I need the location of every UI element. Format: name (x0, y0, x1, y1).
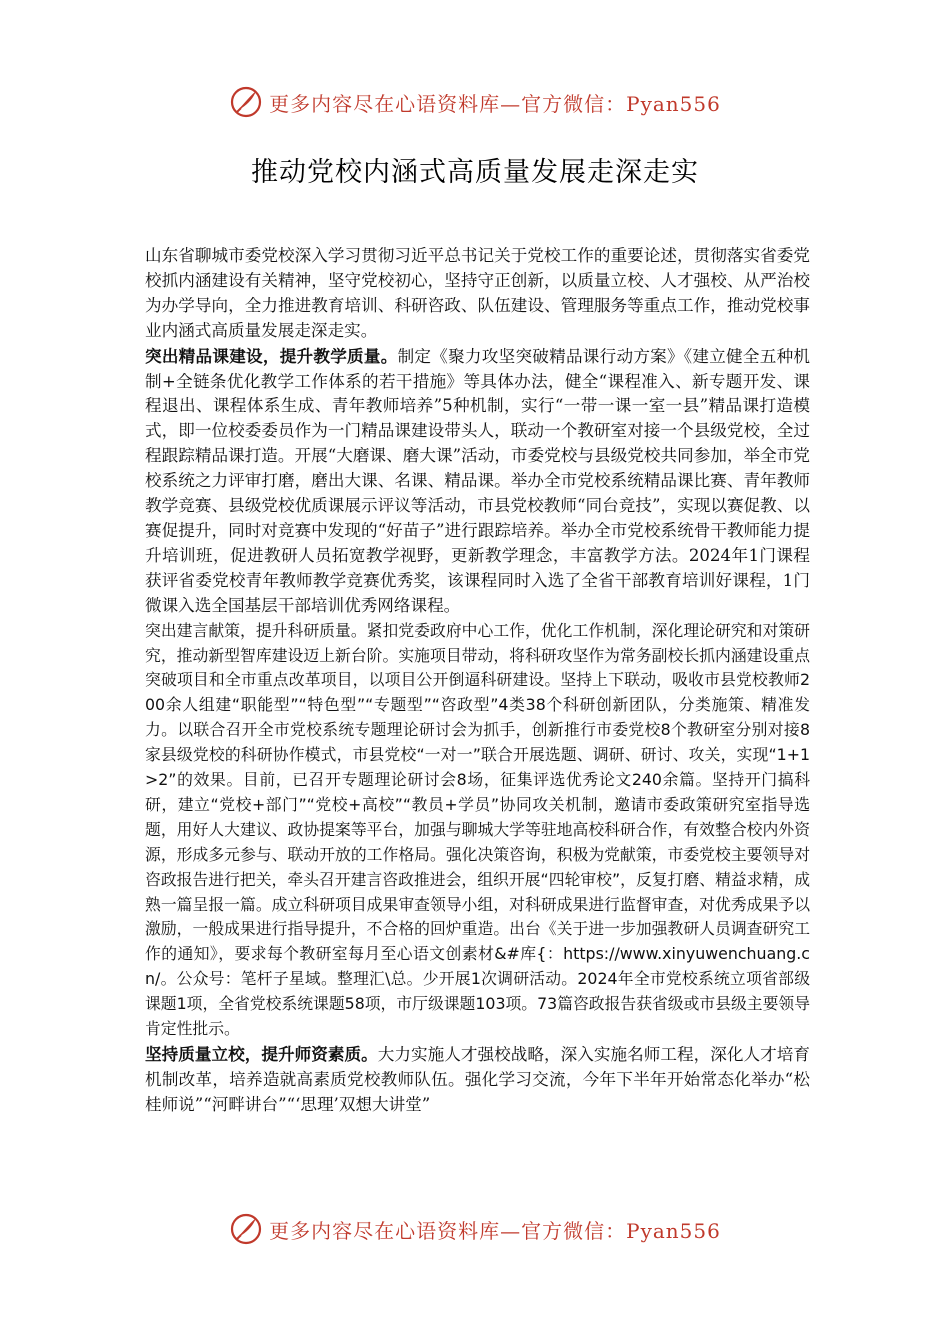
footer-watermark-banner (0, 1211, 950, 1247)
section-faculty-lead: 坚持质量立校，提升师资素质。 (145, 1044, 378, 1064)
footer-watermark-text: 更多内容尽在心语资料库—官方微信：Pyan556 (269, 1218, 721, 1243)
intro-paragraph: 山东省聊城市委党校深入学习贯彻习近平总书记关于党校工作的重要论述，贯彻落实省委党校抓内涵建设有关精神，坚守党校初心，坚持守正创新，以质量立校、人才强校、从严治校为办学导向，全力推进教育培训、科研咨政、队伍建设、管理服务等重点工作，推动党校事业内涵式高质量发展走深走实。 (145, 246, 810, 340)
section-research-lead: 突出建言献策，提升科研质量。 (145, 620, 367, 640)
header-watermark-text: 更多内容尽在心语资料库—官方微信：Pyan556 (269, 91, 721, 116)
quill-logo-icon (229, 1212, 263, 1246)
section-research-paragraph (145, 619, 810, 1042)
section-research-body: 紧扣党委政府中心工作，优化工作机制，深化理论研究和对策研究，推动新型智库建设迈上新台阶。实施项目带动，将科研攻坚作为常务副校长抓内涵建设重点突破项目和全市重点改革项目，以项目公开倒逼科研建设。坚持上下联动，吸收市县党校教师200余人组建“职能型”“特色型”“专题型”“咨政型”4类38个科研创新团队，分类施策、精准发力。以联合召开全市党校系统专题理论研讨会为抓手，创新推行市委党校8个教研室分别对接8家县级党校的科研协作模式，市县党校“一对一”联合开展选题、调研、研讨、攻关，实现“1+1>2”的效果。目前，已召开专题理论研讨会8场，征集评选优秀论文240余篇。坚持开门搞科研，建立“党校+部门”“党校+高校”“教员+学员”协同攻关机制，邀请市委政策研究室指导选题，用好人大建议、政协提案等平台，加强与聊城大学等驻地高校科研合作，有效整合校内外资源，形成多元参与、联动开放的工作格局。强化决策咨询，积极为党献策，市委党校主要领导对咨政报告进行把关，牵头召开建言咨政推进会，组织开展“四轮审校”，反复打磨、精益求精，成熟一篇呈报一篇。成立科研项目成果审查领导小组，对科研成果进行监督审查，对优秀成果予以激励，一般成果进行指导提升，不合格的回炉重造。出台《关于进一步加强教研人员调查研究工作的通知》，要求每个教研室每月至心语文创素材&#库{：https://www.xinyuwenchuang.cn/。公众号：笔杆子星域。整理汇\总。少开展1次调研活动。2024年全市党校系统立项省部级课题1项，全省党校系统课题58项，市厅级课题103项。73篇咨政报告获省级或市县级主要领导肯定性批示。 (145, 620, 810, 1039)
section-faculty-body: 大力实施人才强校战略，深入实施名师工程，深化人才培育机制改革，培养造就高素质党校教师队伍。强化学习交流，今年下半年开始常态化举办“松桂师说”“河畔讲台”“‘思理’双想大讲堂” (145, 1045, 811, 1114)
header-watermark-banner (0, 84, 950, 120)
section-faculty-paragraph (145, 1042, 810, 1118)
document-body (145, 244, 810, 1118)
section-teaching-paragraph (145, 344, 810, 619)
section-teaching-lead: 突出精品课建设，提升教学质量。 (145, 345, 398, 366)
document-title: 推动党校内涵式高质量发展走深走实 (251, 157, 699, 188)
quill-logo-icon (229, 85, 263, 119)
section-teaching-body: 制定《聚力攻坚突破精品课行动方案》《建立健全五种机制+全链条优化教学工作体系的若干措施》等具体办法，健全“课程准入、新专题开发、课程退出、课程体系生成、青年教师培养”5种机制，实行“一带一课一室一县”精品课打造模式，即一位校委委员作为一门精品课建设带头人，联动一个教研室对接一个县级党校，全过程跟踪精品课打造。开展“大磨课、磨大课”活动，市委党校与县级党校共同参加，举全市党校系统之力评审打磨，磨出大课、名课、精品课。举办全市党校系统精品课比赛、青年教师教学竞赛、县级党校优质课展示评议等活动，市县党校教师“同台竞技”，实现以赛促教、以赛促提升，同时对竞赛中发现的“好苗子”进行跟踪培养。举办全市党校系统骨干教师能力提升培训班，促进教研人员拓宽教学视野，更新教学理念，丰富教学方法。2024年1门课程获评省委党校青年教师教学竞赛优秀奖，该课程同时入选了全省干部教育培训好课程，1门微课入选全国基层干部培训优秀网络课程。 (145, 346, 810, 615)
